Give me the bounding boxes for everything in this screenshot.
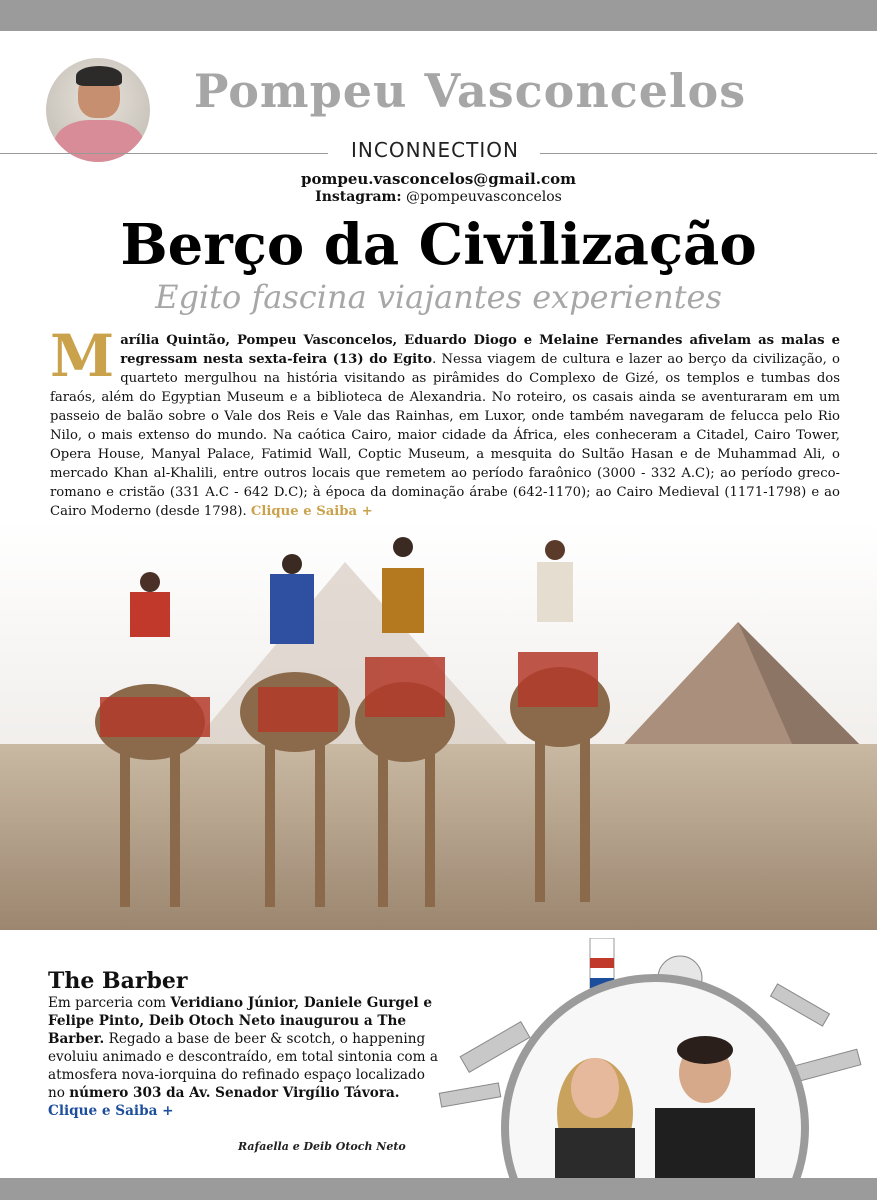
barber-photo-illustration <box>430 938 877 1178</box>
barber-body: Em parceria com Veridiano Júnior, Daniele Gurgel e Felipe Pinto, Deib Otoch Neto inaugurou a The Barber. Regado a base de beer & scotch, o happening evoluiu animado e descontraído, em total sintonia com a atmosfera nova-iorquina do refinado espaço localizado no número 303 da Av. Senador Virgílio Távora. Clique e Saiba + <box>48 995 438 1119</box>
egypt-camels-photo <box>0 522 877 930</box>
top-band <box>0 0 877 31</box>
barber-read-more-link[interactable]: Clique e Saiba + <box>48 1103 174 1119</box>
article-subtitle: Egito fascina viajantes experientes <box>155 278 722 316</box>
instagram-label: Instagram: <box>315 189 402 205</box>
article-body <box>50 322 840 521</box>
instagram-handle[interactable]: @pompeuvasconcelos <box>405 189 562 205</box>
article-text: . Nessa viagem de cultura e lazer ao berço da civilização, o quarteto mergulhou na história visitando as pirâmides do Complexo de Gizé, os templos e tumbas dos faraós, além do Egyptian Museum e a biblioteca de Alexandria. No roteiro, os casais ainda se aventuraram em um passeio de balão sobre o Vale dos Reis e Vale das Rainhas, em Luxor, onde também navegaram de felucca pelo Rio Nilo, o mais extenso do mundo. Na caótica Cairo, maior cidade da África, eles conheceram a Citadel, Cairo Tower, Opera House, Manyal Palace, Fatimid Wall, Coptic Museum, a mesquita do Sultão Hasan e de Muhammad Ali, o mercado Khan al-Khalili, entre outros locais que remetem ao período faraônico (3000 - 332 A.C); ao período greco-romano e cristão (331 A.C - 642 D.C); à época da dominação árabe (642-1170); ao Cairo Medieval (1171-1798) e ao Cairo Moderno (desde 1798). <box>50 352 840 519</box>
divider-right <box>540 153 877 154</box>
columnist-name: Pompeu Vasconcelos <box>193 64 747 118</box>
columnist-avatar <box>46 58 150 162</box>
columnist-instagram[interactable] <box>0 189 877 205</box>
divider-left <box>0 153 328 154</box>
article-title: Berço da Civilização <box>120 212 757 278</box>
barber-title: The Barber <box>48 968 188 994</box>
barber-partners: Veridiano Júnior, Daniele Gurgel e Felipe Pinto, Deib Otoch Neto inaugurou a The Barber. <box>48 995 433 1047</box>
barber-photo-caption: Rafaella e Deib Otoch Neto <box>238 1140 406 1153</box>
article-lead: arília Quintão, Pompeu Vasconcelos, Eduardo Diogo e Melaine Fernandes afivelam as malas e regressam nesta sexta-feira (13) do Egito <box>120 333 840 367</box>
article-read-more-link[interactable]: Clique e Saiba + <box>250 504 373 519</box>
column-section-name: INCONNECTION <box>351 138 519 162</box>
barber-address: número 303 da Av. Senador Virgílio Távora. <box>69 1085 400 1101</box>
bottom-band <box>0 1178 877 1200</box>
columnist-email[interactable]: pompeu.vasconcelos@gmail.com <box>301 170 576 188</box>
drop-cap: M <box>50 322 115 390</box>
